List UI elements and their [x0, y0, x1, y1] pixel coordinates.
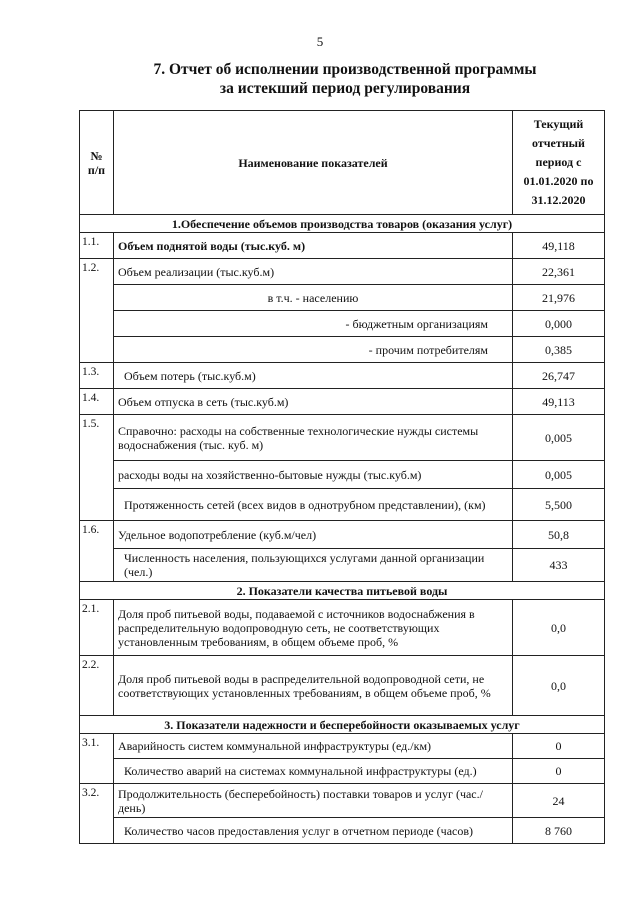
row-value: 26,747	[513, 363, 605, 389]
row-name: Доля проб питьевой воды, подаваемой с источников водоснабжения в распределительную водопроводную сеть, не соответствующих установленным требованиям, в общем объеме проб, %	[114, 600, 513, 656]
row-num: 1.5.	[80, 415, 114, 521]
row-value: 0,385	[513, 337, 605, 363]
row-value: 0,0	[513, 600, 605, 656]
row-name: Количество аварий на системах коммунальной инфраструктуры (ед.)	[114, 759, 513, 784]
row-value: 49,118	[513, 233, 605, 259]
row-num: 1.4.	[80, 389, 114, 415]
header-period: Текущий отчетный период с 01.01.2020 по 31.12.2020	[513, 111, 605, 215]
row-name: Объем отпуска в сеть (тыс.куб.м)	[114, 389, 513, 415]
table-row	[80, 818, 605, 844]
row-value: 5,500	[513, 489, 605, 521]
row-value: 22,361	[513, 259, 605, 285]
row-value: 0,000	[513, 311, 605, 337]
header-name: Наименование показателей	[114, 111, 513, 215]
table-row	[80, 363, 605, 389]
section-title-3: 3. Показатели надежности и бесперебойности оказываемых услуг	[80, 716, 605, 734]
row-name: Доля проб питьевой воды в распределительной водопроводной сети, не соответствующих установленных требованиям, в общем объеме проб, %	[114, 656, 513, 716]
section-row	[80, 582, 605, 600]
header-num: № п/п	[80, 111, 114, 215]
row-name: Продолжительность (бесперебойность) поставки товаров и услуг (час./день)	[114, 784, 513, 818]
row-name: Численность населения, пользующихся услугами данной организации (чел.)	[114, 549, 513, 582]
row-name: Удельное водопотребление (куб.м/чел)	[114, 521, 513, 549]
row-value: 0	[513, 759, 605, 784]
row-value: 0,005	[513, 415, 605, 461]
title-line-2: за истекший период регулирования	[219, 80, 471, 97]
table-row	[80, 415, 605, 461]
table-row	[80, 521, 605, 549]
table-row	[80, 489, 605, 521]
row-value: 0	[513, 734, 605, 759]
row-num: 1.2.	[80, 259, 114, 363]
table-row	[80, 656, 605, 716]
row-value: 8 760	[513, 818, 605, 844]
table-row	[80, 461, 605, 489]
row-name: Объем реализации (тыс.куб.м)	[114, 259, 513, 285]
table-row	[80, 259, 605, 285]
table-row	[80, 389, 605, 415]
row-value: 21,976	[513, 285, 605, 311]
row-name: Объем поднятой воды (тыс.куб. м)	[114, 233, 513, 259]
row-num: 3.2.	[80, 784, 114, 844]
row-value: 433	[513, 549, 605, 582]
title-line-1: 7. Отчет об исполнении производственной программы	[153, 61, 537, 78]
row-name: Объем потерь (тыс.куб.м)	[114, 363, 513, 389]
table-row	[80, 337, 605, 363]
table-row	[80, 600, 605, 656]
table-row	[80, 549, 605, 582]
table-row	[80, 734, 605, 759]
row-num: 2.1.	[80, 600, 114, 656]
row-name: Справочно: расходы на собственные технологические нужды системы водоснабжения (тыс. куб. м)	[114, 415, 513, 461]
row-num: 1.6.	[80, 521, 114, 582]
row-value: 24	[513, 784, 605, 818]
row-num: 2.2.	[80, 656, 114, 716]
row-name: в т.ч. - населению	[114, 285, 513, 311]
section-title-2: 2. Показатели качества питьевой воды	[80, 582, 605, 600]
row-name: - прочим потребителям	[114, 337, 513, 363]
row-name: Протяженность сетей (всех видов в однотрубном представлении), (км)	[114, 489, 513, 521]
row-value: 49,113	[513, 389, 605, 415]
table-header-row	[80, 111, 605, 215]
row-name: - бюджетным организациям	[114, 311, 513, 337]
row-name: Количество часов предоставления услуг в отчетном периоде (часов)	[114, 818, 513, 844]
table-row	[80, 759, 605, 784]
table-row	[80, 285, 605, 311]
row-num: 1.1.	[80, 233, 114, 259]
section-title-1: 1.Обеспечение объемов производства товаров (оказания услуг)	[80, 215, 605, 233]
row-value: 50,8	[513, 521, 605, 549]
section-row	[80, 716, 605, 734]
table-row	[80, 233, 605, 259]
document-title	[60, 60, 630, 98]
row-name: Аварийность систем коммунальной инфраструктуры (ед./км)	[114, 734, 513, 759]
row-value: 0,005	[513, 461, 605, 489]
row-value: 0,0	[513, 656, 605, 716]
report-table	[79, 110, 605, 844]
row-num: 3.1.	[80, 734, 114, 784]
page-number: 5	[316, 34, 324, 49]
section-row	[80, 215, 605, 233]
table-row	[80, 311, 605, 337]
row-num: 1.3.	[80, 363, 114, 389]
table-row	[80, 784, 605, 818]
row-name: расходы воды на хозяйственно-бытовые нужды (тыс.куб.м)	[114, 461, 513, 489]
